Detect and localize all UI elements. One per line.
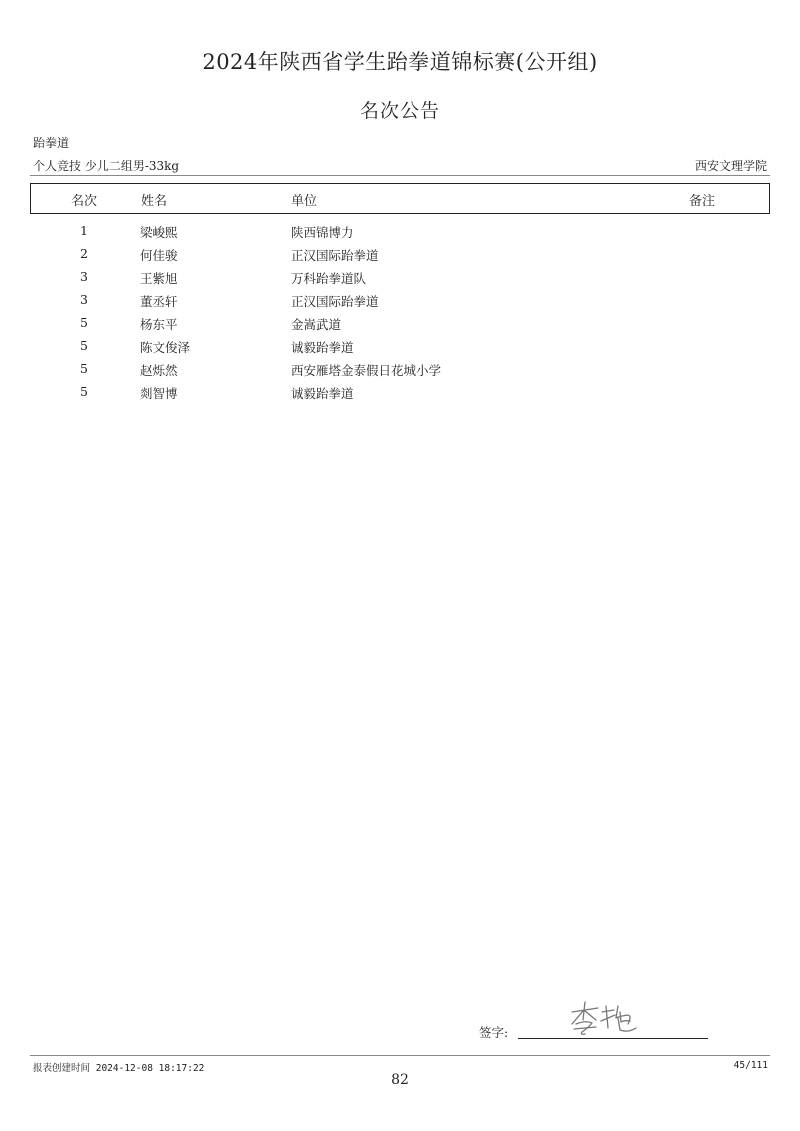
event-label: 个人竞技 少儿二组男-33kg [33,159,180,173]
signature-label: 签字: [479,1025,509,1040]
unit-cell: 正汉国际跆拳道 [291,294,379,309]
page-counter: 45/111 [733,1060,768,1071]
column-header-rank: 名次 [71,194,98,209]
name-cell: 陈文俊泽 [140,340,191,355]
unit-cell: 万科跆拳道队 [291,271,367,286]
sport-label: 跆拳道 [33,136,70,150]
venue-label: 西安文理学院 [694,159,767,173]
name-cell: 剡智博 [140,386,178,401]
unit-cell: 正汉国际跆拳道 [291,248,379,263]
page-title: 2024年陕西省学生跆拳道锦标赛(公开组) [202,50,598,74]
rank-cell: 5 [80,315,88,330]
rank-cell: 3 [80,292,88,307]
unit-cell: 金嵩武道 [291,317,342,332]
unit-cell: 诚毅跆拳道 [291,340,354,355]
signature-drawing [568,998,640,1038]
rank-cell: 3 [80,269,88,284]
table-row [0,336,800,359]
table-row [0,382,800,405]
signature-line [518,1038,708,1039]
table-row [0,244,800,267]
name-cell: 董丞轩 [140,294,178,309]
column-header-name: 姓名 [141,194,168,209]
table-row [0,313,800,336]
unit-cell: 陕西锦博力 [291,225,354,240]
column-header-unit: 单位 [291,194,318,209]
bottom-divider [30,1055,770,1056]
table-row [0,267,800,290]
name-cell: 赵烁然 [140,363,178,378]
page-subtitle: 名次公告 [359,100,440,122]
rank-cell: 5 [80,361,88,376]
table-row [0,221,800,244]
rank-cell: 5 [80,338,88,353]
report-created-time: 报表创建时间 2024-12-08 18:17:22 [33,1063,205,1074]
name-cell: 何佳骏 [140,248,178,263]
unit-cell: 西安雁塔金泰假日花城小学 [291,363,442,378]
name-cell: 梁峻熙 [140,225,178,240]
rank-cell: 2 [80,246,88,261]
name-cell: 杨东平 [140,317,178,332]
rank-cell: 5 [80,384,88,399]
top-divider [30,175,770,176]
table-row [0,290,800,313]
page-number: 82 [391,1072,409,1088]
name-cell: 王紫旭 [140,271,178,286]
table-row [0,359,800,382]
table-header [30,183,770,214]
results-table-body [0,221,800,405]
rank-cell: 1 [80,223,88,238]
handwritten-signature [568,998,640,1042]
unit-cell: 诚毅跆拳道 [291,386,354,401]
column-header-note: 备注 [689,194,716,209]
